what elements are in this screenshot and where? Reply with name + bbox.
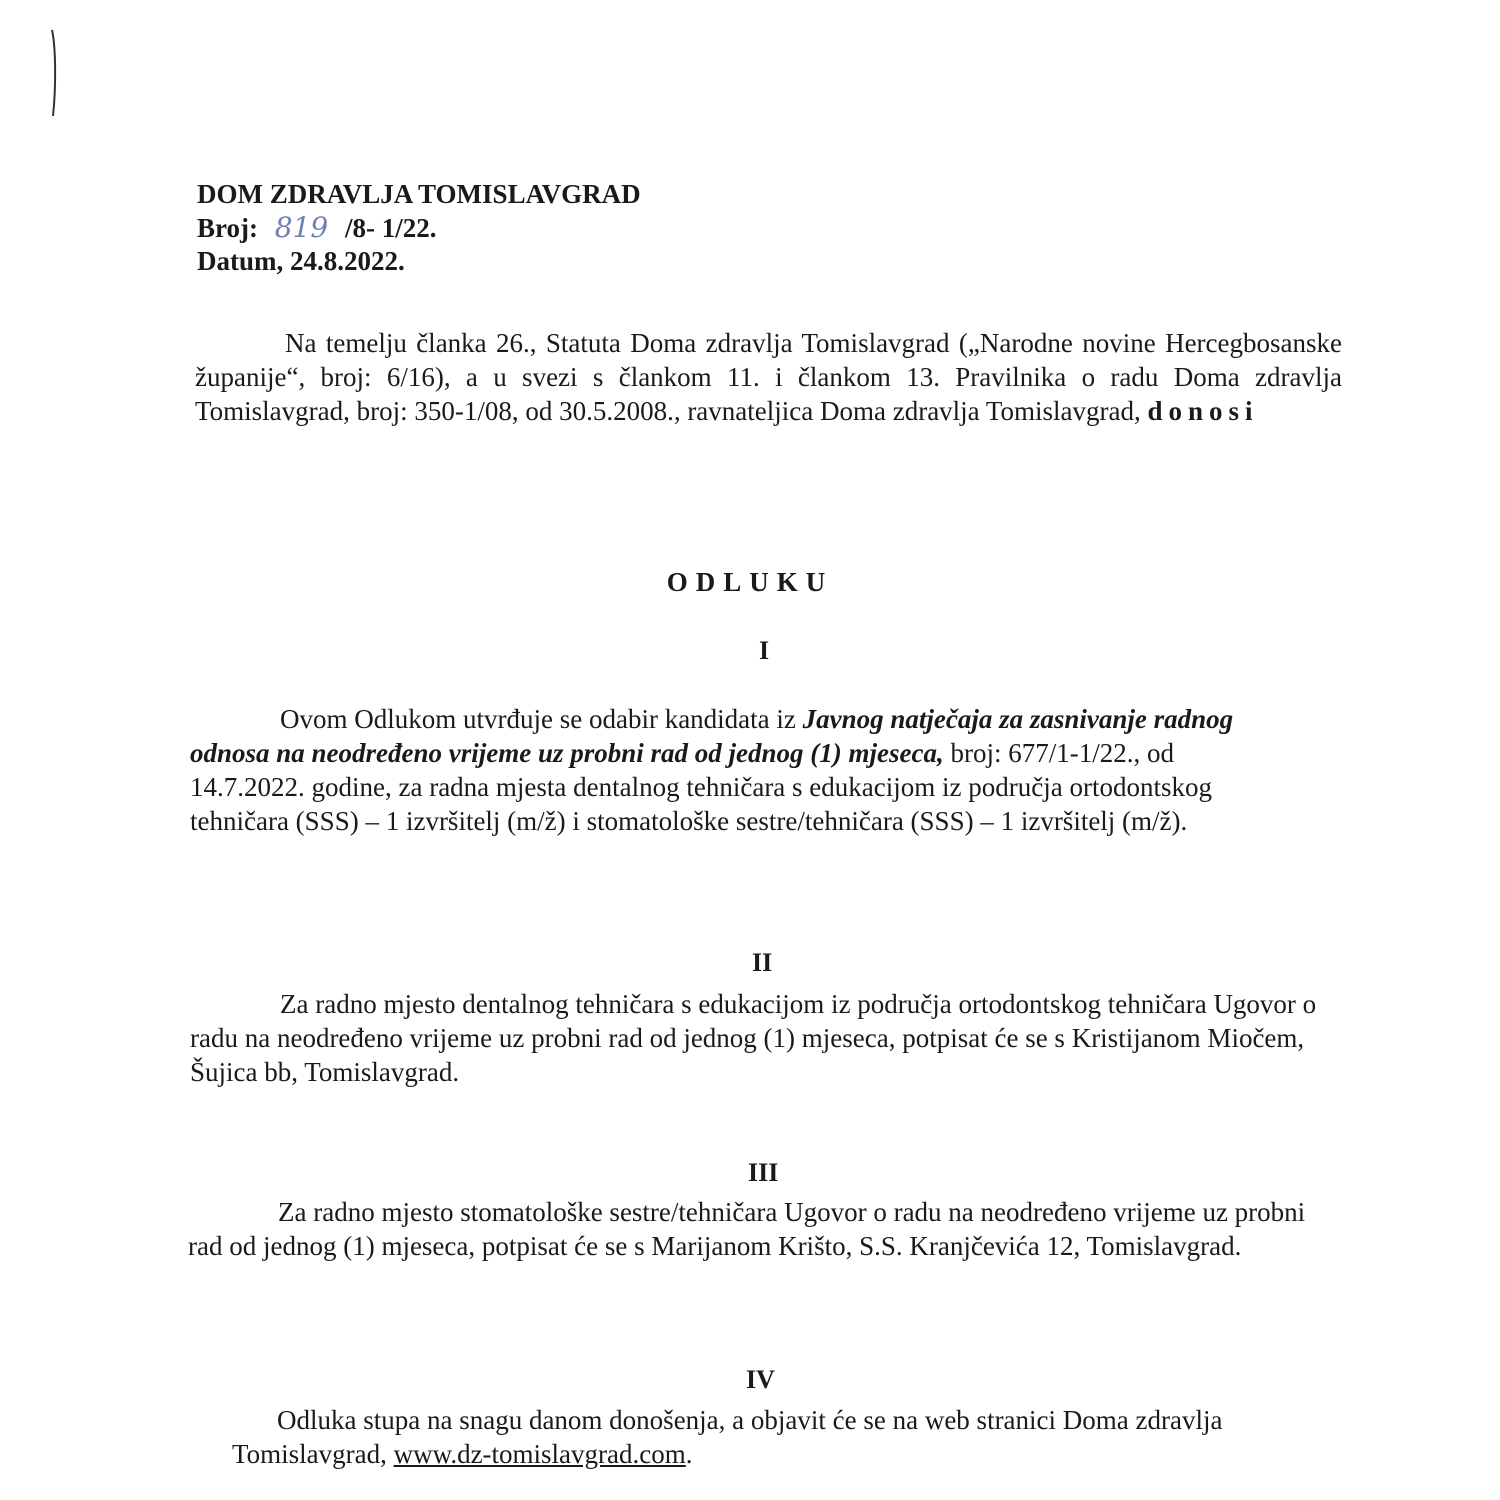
document-title: ODLUKU xyxy=(666,567,834,597)
section-2-text: Za radno mjesto dentalnog tehničara s edukacijom iz područja ortodontskog tehničara Ugovor o radu na neodređeno vrijeme uz probni rad od jednog (1) mjeseca, potpisat će se s Kristijanom Miočem, Šujica bb, Tomislavgrad. xyxy=(190,989,1317,1087)
section-numeral-1: I xyxy=(759,636,770,665)
institution-name: DOM ZDRAVLJA TOMISLAVGRAD xyxy=(197,179,641,209)
intro-verb: donosi xyxy=(1147,396,1259,426)
section-numeral-3: III xyxy=(748,1158,779,1187)
section-4-text: Odluka stupa na snagu danom donošenja, a objavit će se na web stranici Doma zdravlja Tomislavgrad, www.dz-tomislavgrad.com. xyxy=(232,1405,1223,1469)
document-date: Datum, 24.8.2022. xyxy=(197,246,405,276)
scan-edge-mark xyxy=(50,28,58,118)
intro-paragraph: Na temelju članka 26., Statuta Doma zdravlja Tomislavgrad („Narodne novine Hercegbosanske županije“, broj: 6/16), a u svezi s člankom 11. i člankom 13. Pravilnika o radu Doma zdravlja Tomislavgrad, broj: 350-1/08, od 30.5.2008., ravnateljica Doma zdravlja Tomislavgrad, donosi xyxy=(195,328,1342,426)
reference-number: Broj: 819 /8- 1/22. xyxy=(197,211,437,244)
section-1-text: Ovom Odlukom utvrđuje se odabir kandidata iz Javnog natječaja za zasnivanje radnog odnosa na neodređeno vrijeme uz probni rad od jednog (1) mjeseca, broj: 677/1-1/22., od 14.7.2022. godine, za radna mjesta dentalnog tehničara s edukacijom iz područja ortodontskog tehničara (SSS) – 1 izvršitelj (m/ž) i stomatološke sestre/tehničara (SSS) – 1 izvršitelj (m/ž). xyxy=(190,704,1234,836)
section-numeral-4: IV xyxy=(746,1365,775,1394)
website-link[interactable]: www.dz-tomislavgrad.com xyxy=(393,1439,686,1469)
section-3-text: Za radno mjesto stomatološke sestre/tehničara Ugovor o radu na neodređeno vrijeme uz probni rad od jednog (1) mjeseca, potpisat će se s Marijanom Krišto, S.S. Kranjčevića 12, Tomislavgrad. xyxy=(188,1197,1306,1261)
section-numeral-2: II xyxy=(752,948,773,977)
competition-title: Javnog natječaja za zasnivanje radnog odnosa na neodređeno vrijeme uz probni rad od jednog (1) mjeseca, xyxy=(190,704,1234,768)
document-header xyxy=(197,178,641,278)
handwritten-number: 819 xyxy=(274,211,329,244)
